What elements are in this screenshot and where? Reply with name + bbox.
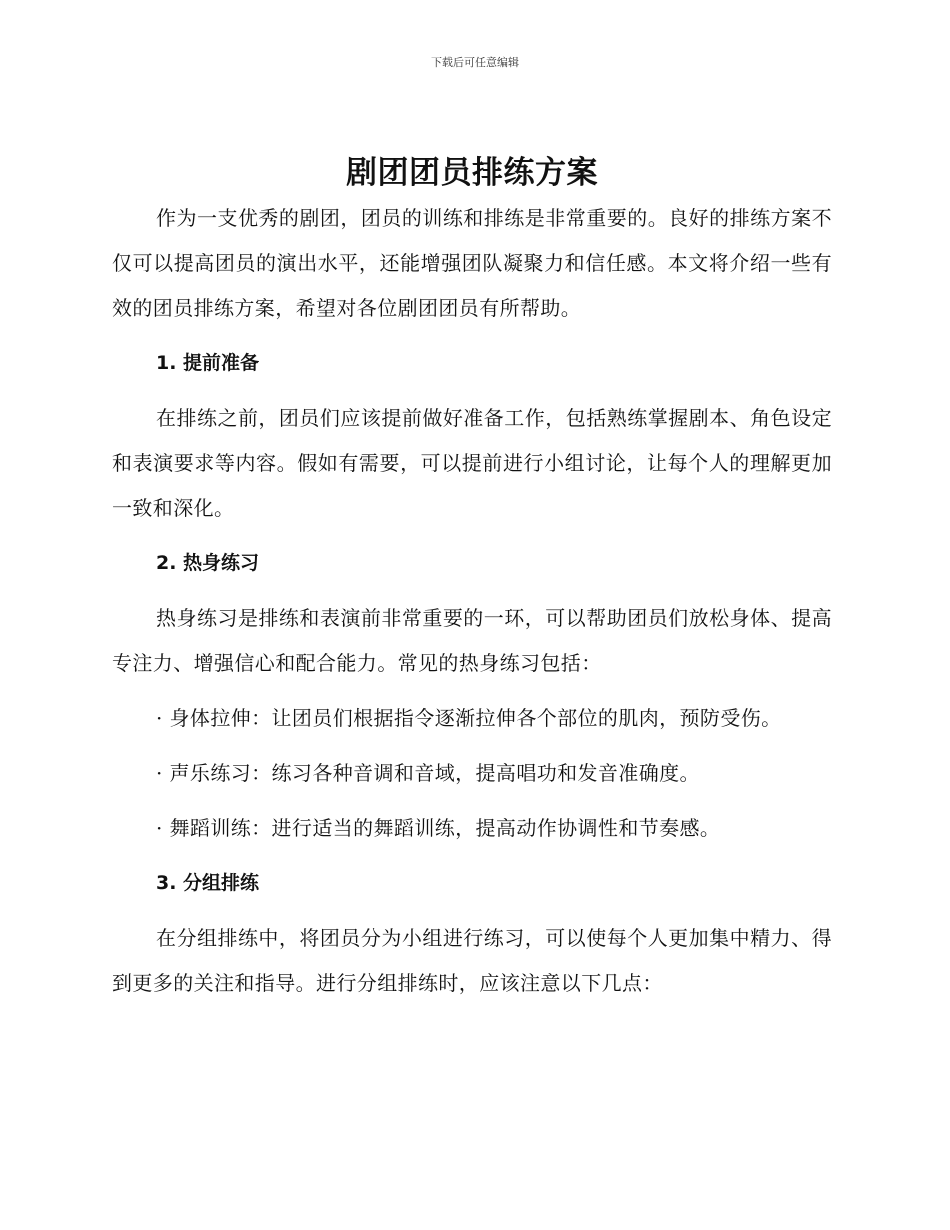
section-heading-3: 3. 分组排练 [156, 872, 260, 894]
header-note: 下载后可任意编辑 [431, 56, 519, 69]
list-item: · 声乐练习：练习各种音调和音域，提高唱功和发音准确度。 [156, 761, 700, 785]
section-paragraph-3: 在分组排练中，将团员分为小组进行练习，可以使每个人更加集中精力、得到更多的关注和指导。进行分组排练时，应该注意以下几点： [112, 926, 832, 995]
section-paragraph-1: 在排练之前，团员们应该提前做好准备工作，包括熟练掌握剧本、角色设定和表演要求等内容。假如有需要，可以提前进行小组讨论，让每个人的理解更加一致和深化。 [112, 406, 832, 520]
document-title: 剧团团员排练方案 [346, 155, 598, 191]
section-heading-1: 1. 提前准备 [156, 352, 260, 374]
list-item: · 身体拉伸：让团员们根据指令逐渐拉伸各个部位的肌肉，预防受伤。 [156, 706, 782, 730]
section-paragraph-2: 热身练习是排练和表演前非常重要的一环，可以帮助团员们放松身体、提高专注力、增强信心和配合能力。常见的热身练习包括： [112, 606, 832, 675]
section-heading-2: 2. 热身练习 [156, 552, 260, 574]
document-content [112, 150, 832, 1006]
list-item: · 舞蹈训练：进行适当的舞蹈训练，提高动作协调性和节奏感。 [156, 816, 721, 840]
intro-paragraph: 作为一支优秀的剧团，团员的训练和排练是非常重要的。良好的排练方案不仅可以提高团员的演出水平，还能增强团队凝聚力和信任感。本文将介绍一些有效的团员排练方案，希望对各位剧团团员有所帮助。 [112, 206, 832, 320]
